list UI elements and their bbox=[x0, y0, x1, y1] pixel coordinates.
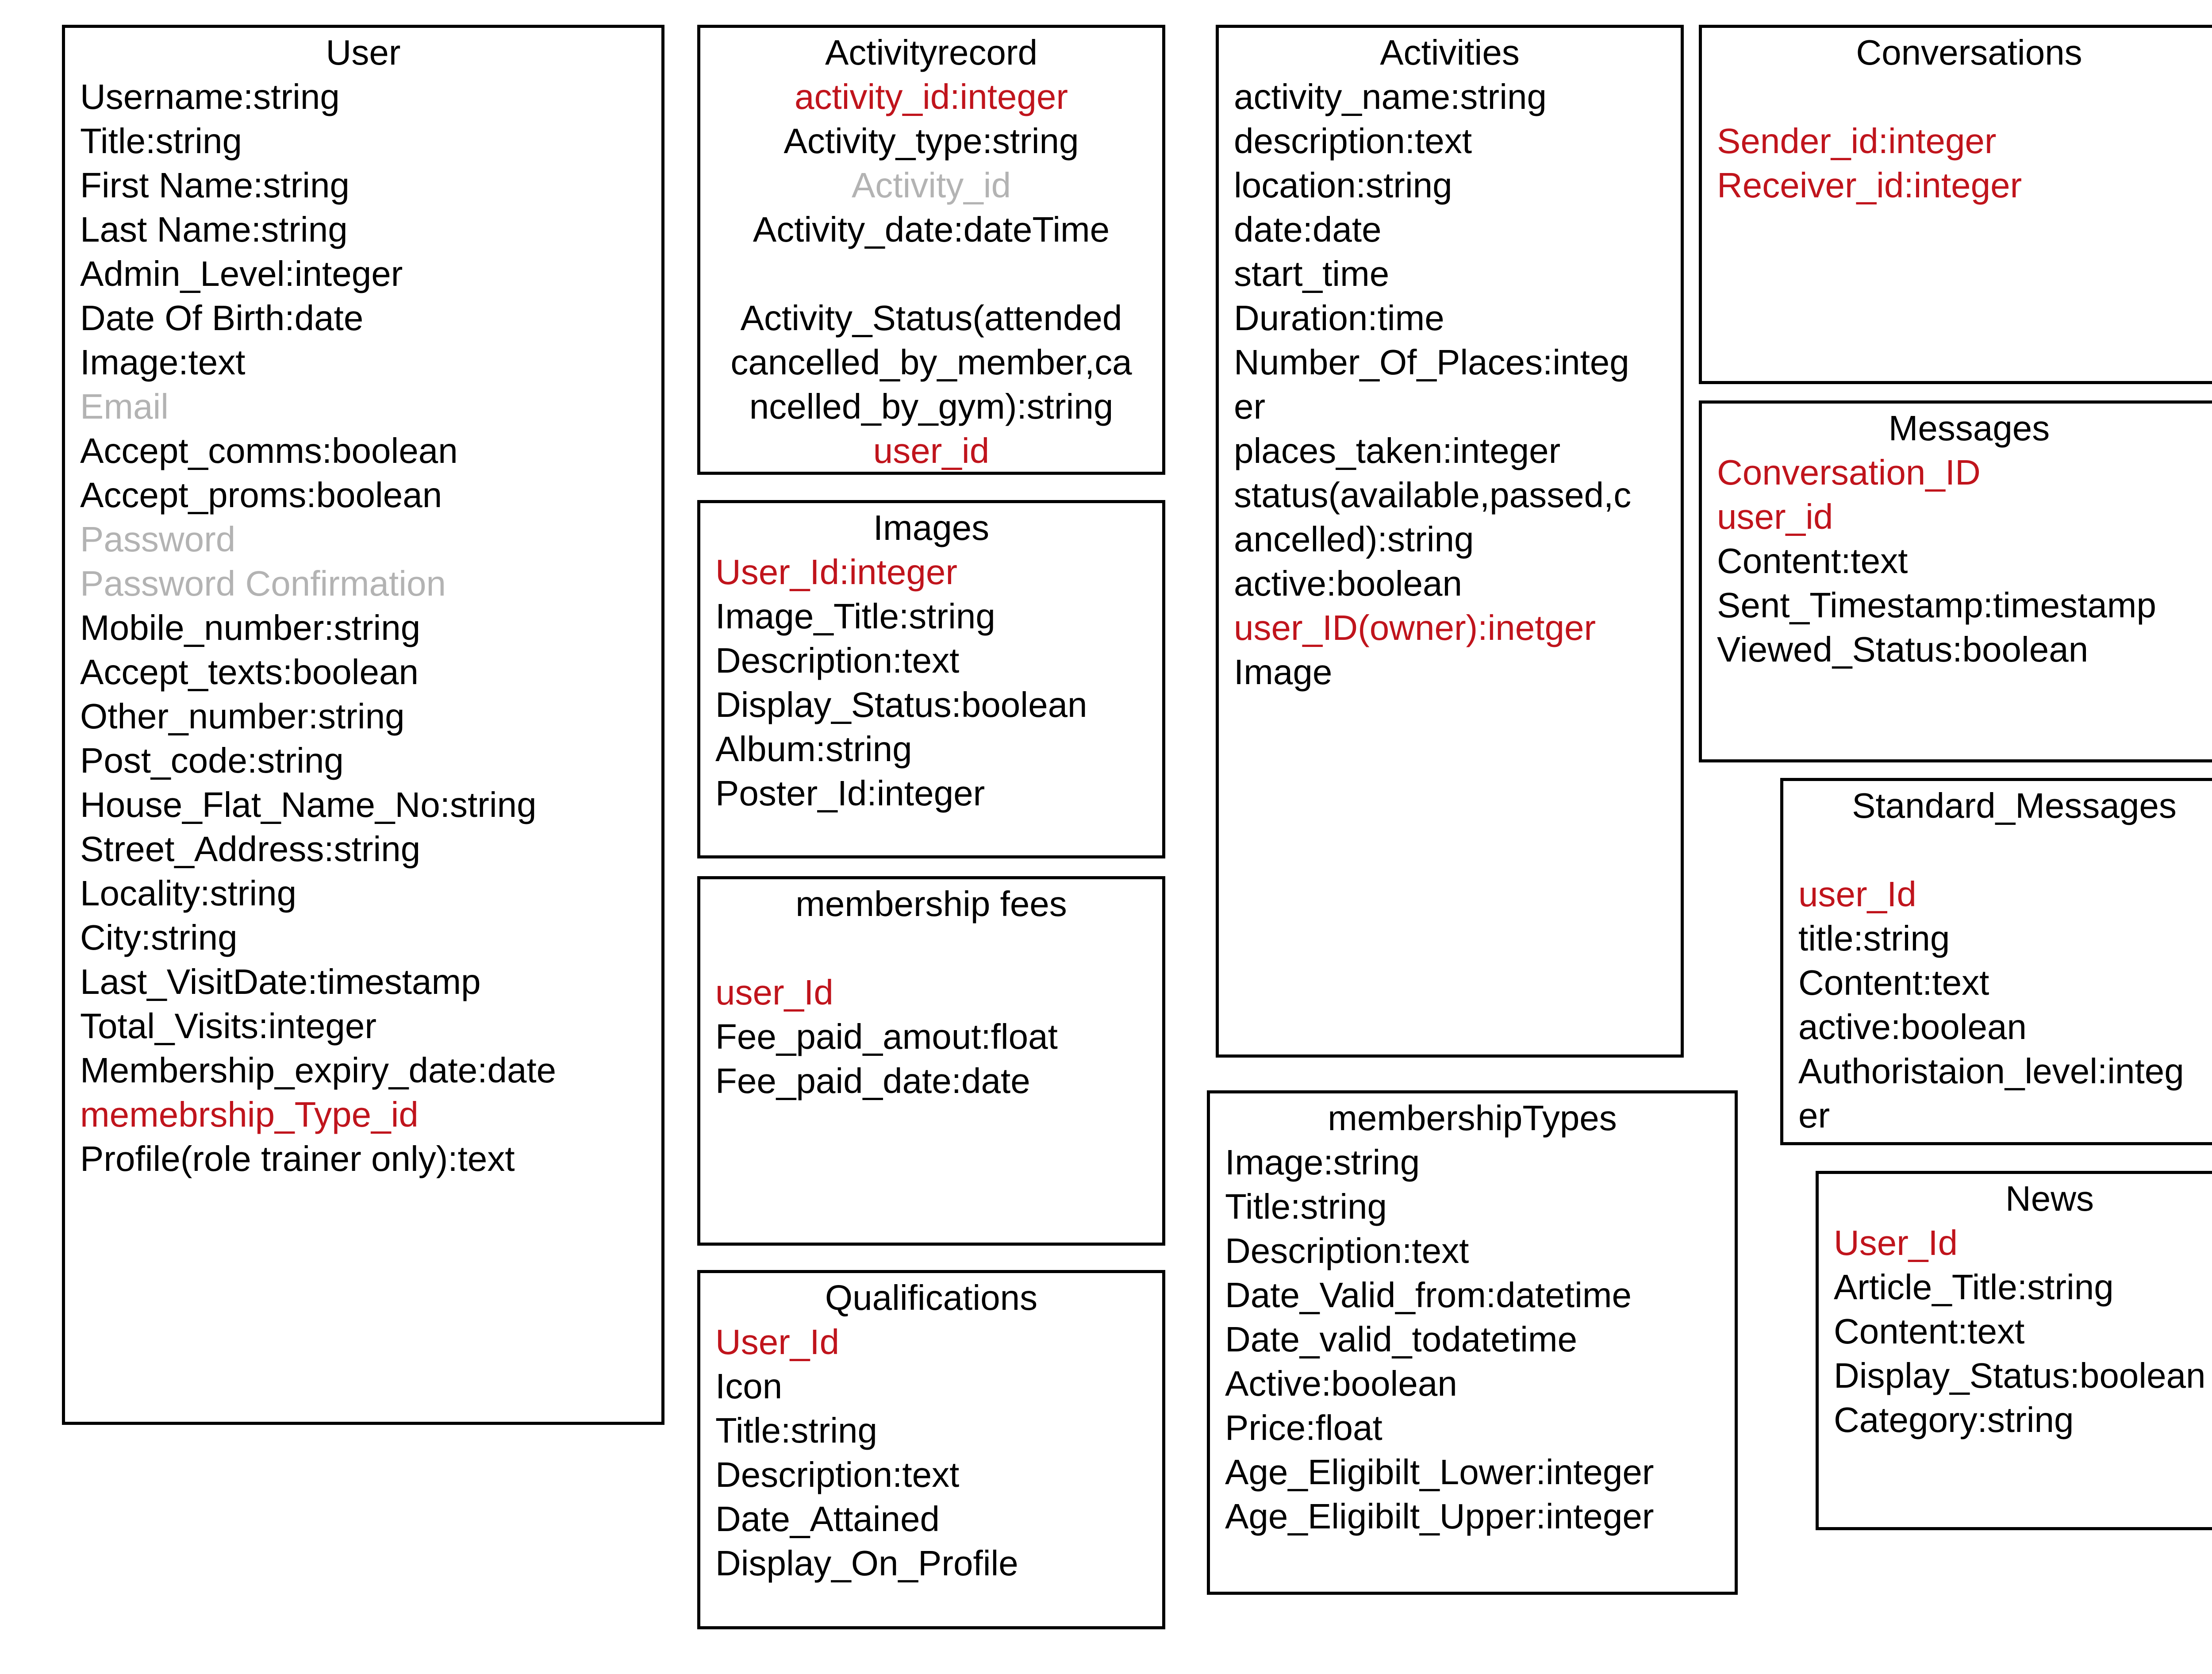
field: Icon bbox=[715, 1366, 783, 1406]
key-field: user_Id bbox=[1798, 874, 1916, 914]
field: Date_Attained bbox=[715, 1499, 940, 1539]
key-field: user_id bbox=[1717, 497, 1833, 536]
entity-fields bbox=[715, 75, 1147, 473]
entity-fields bbox=[80, 75, 646, 1181]
field: Fee_paid_date:date bbox=[715, 1061, 1030, 1101]
field: Locality:string bbox=[80, 874, 297, 913]
field: Title:string bbox=[715, 1411, 878, 1450]
field: Display_Status:boolean bbox=[715, 685, 1087, 724]
field: Admin_Level:integer bbox=[80, 254, 403, 293]
entity-membership-types bbox=[1207, 1090, 1738, 1595]
field: Last_VisitDate:timestamp bbox=[80, 962, 481, 1001]
entity-fields bbox=[1225, 1140, 1720, 1539]
field: Image:text bbox=[80, 342, 246, 382]
entity-title: Messages bbox=[1888, 408, 2050, 448]
field: Password bbox=[80, 520, 236, 559]
key-field: User_Id:integer bbox=[715, 552, 957, 592]
field: Article_Title:string bbox=[1834, 1267, 2114, 1307]
key-field: activity_id:integer bbox=[794, 77, 1068, 116]
field: Number_Of_Places:integ bbox=[1234, 342, 1629, 382]
field: Image:string bbox=[1225, 1143, 1420, 1182]
entity-fields bbox=[1798, 828, 2212, 1138]
field: Username:string bbox=[80, 77, 340, 116]
entity-activities bbox=[1216, 25, 1684, 1058]
field: Viewed_Status:boolean bbox=[1717, 630, 2089, 669]
field: Other_number:string bbox=[80, 697, 405, 736]
field: date:date bbox=[1234, 210, 1382, 249]
field: ncelled_by_gym):string bbox=[749, 387, 1114, 426]
field: Post_code:string bbox=[80, 741, 344, 780]
field: Image bbox=[1234, 652, 1333, 692]
field: Title:string bbox=[1225, 1187, 1387, 1226]
key-field: User_Id bbox=[715, 1322, 840, 1362]
key-field: user_id bbox=[873, 431, 990, 470]
field: Membership_expiry_date:date bbox=[80, 1051, 557, 1090]
field: Content:text bbox=[1717, 541, 1908, 581]
field: Album:string bbox=[715, 729, 912, 769]
field: Description:text bbox=[1225, 1231, 1469, 1270]
key-field: user_ID(owner):inetger bbox=[1234, 608, 1596, 647]
key-field: memebrship_Type_id bbox=[80, 1095, 419, 1134]
field: title:string bbox=[1798, 919, 1950, 958]
entity-title: membership fees bbox=[795, 884, 1067, 924]
field: First Name:string bbox=[80, 165, 349, 205]
field: description:text bbox=[1234, 121, 1472, 161]
field-spacer bbox=[715, 252, 1147, 296]
entity-title: Qualifications bbox=[825, 1278, 1038, 1317]
field: Activity_Status(attended bbox=[740, 298, 1122, 338]
field: ancelled):string bbox=[1234, 520, 1474, 559]
key-field: Sender_id:integer bbox=[1717, 121, 1997, 161]
entity-user bbox=[62, 25, 664, 1425]
key-field: User_Id bbox=[1834, 1223, 1958, 1262]
field-spacer bbox=[715, 926, 1147, 970]
entity-fields bbox=[1234, 75, 1666, 694]
field: Accept_texts:boolean bbox=[80, 652, 419, 692]
field-spacer bbox=[1798, 828, 2212, 872]
field: places_taken:integer bbox=[1234, 431, 1561, 470]
field: Last Name:string bbox=[80, 210, 348, 249]
field: House_Flat_Name_No:string bbox=[80, 785, 537, 824]
entity-fields bbox=[1717, 450, 2212, 672]
field: Age_Eligibilt_Upper:integer bbox=[1225, 1497, 1654, 1536]
key-field: Receiver_id:integer bbox=[1717, 165, 2022, 205]
field: Street_Address:string bbox=[80, 829, 421, 869]
field: Date_Valid_from:datetime bbox=[1225, 1275, 1632, 1315]
field: Total_Visits:integer bbox=[80, 1006, 376, 1046]
field: location:string bbox=[1234, 165, 1452, 205]
field: Activity_type:string bbox=[783, 121, 1079, 161]
key-field: Conversation_ID bbox=[1717, 453, 1981, 492]
field: er bbox=[1234, 387, 1266, 426]
field: Title:string bbox=[80, 121, 242, 161]
entity-conversations bbox=[1699, 25, 2212, 384]
field: Description:text bbox=[715, 641, 960, 680]
entity-title: Conversations bbox=[1856, 33, 2082, 72]
entity-qualifications bbox=[697, 1270, 1165, 1629]
field: Activity_id bbox=[851, 165, 1011, 205]
field: Poster_Id:integer bbox=[715, 774, 985, 813]
entity-news bbox=[1816, 1171, 2212, 1530]
field: Content:text bbox=[1834, 1312, 2025, 1351]
field: Category:string bbox=[1834, 1400, 2074, 1439]
field: active:boolean bbox=[1798, 1007, 2027, 1047]
entity-title: Activities bbox=[1380, 33, 1520, 72]
field: Image_Title:string bbox=[715, 596, 995, 636]
entity-fields bbox=[1717, 75, 2212, 208]
field: Active:boolean bbox=[1225, 1364, 1457, 1403]
field: Date_valid_todatetime bbox=[1225, 1320, 1578, 1359]
entity-title: News bbox=[2005, 1179, 2094, 1218]
field: status(available,passed,c bbox=[1234, 475, 1632, 515]
field: Display_Status:boolean bbox=[1834, 1356, 2206, 1395]
field: Price:float bbox=[1225, 1408, 1382, 1447]
field: Sent_Timestamp:timestamp bbox=[1717, 585, 2156, 625]
field: Mobile_number:string bbox=[80, 608, 421, 647]
field: Activity_date:dateTime bbox=[753, 210, 1110, 249]
field: Accept_comms:boolean bbox=[80, 431, 458, 470]
field: cancelled_by_member,ca bbox=[730, 342, 1132, 382]
key-field: user_Id bbox=[715, 973, 833, 1012]
entity-title: membershipTypes bbox=[1328, 1098, 1617, 1138]
entity-fields bbox=[715, 926, 1147, 1103]
field: Profile(role trainer only):text bbox=[80, 1139, 515, 1178]
field: Fee_paid_amout:float bbox=[715, 1017, 1058, 1056]
entity-title: Activityrecord bbox=[825, 33, 1038, 72]
entity-title: Standard_Messages bbox=[1852, 786, 2177, 825]
entity-standard-messages bbox=[1780, 778, 2212, 1145]
field: City:string bbox=[80, 918, 238, 957]
field: active:boolean bbox=[1234, 564, 1462, 603]
field: Accept_proms:boolean bbox=[80, 475, 442, 515]
entity-images bbox=[697, 500, 1165, 858]
field-spacer bbox=[1717, 75, 2212, 119]
field: activity_name:string bbox=[1234, 77, 1547, 116]
entity-title: User bbox=[326, 33, 401, 72]
field: er bbox=[1798, 1096, 1830, 1135]
field: Duration:time bbox=[1234, 298, 1444, 338]
entity-activityrecord bbox=[697, 25, 1165, 475]
entity-fields bbox=[715, 550, 1147, 816]
field: Age_Eligibilt_Lower:integer bbox=[1225, 1452, 1654, 1492]
entity-fields bbox=[1834, 1221, 2212, 1442]
entity-fields bbox=[715, 1320, 1147, 1585]
entity-messages bbox=[1699, 400, 2212, 762]
field: start_time bbox=[1234, 254, 1390, 293]
field: Authoristaion_level:integ bbox=[1798, 1051, 2184, 1091]
field: Display_On_Profile bbox=[715, 1543, 1018, 1583]
field: Password Confirmation bbox=[80, 564, 446, 603]
field: Content:text bbox=[1798, 963, 1989, 1002]
field: Description:text bbox=[715, 1455, 960, 1494]
entity-title: Images bbox=[873, 508, 990, 547]
field: Email bbox=[80, 387, 169, 426]
field: Date Of Birth:date bbox=[80, 298, 364, 338]
entity-membership-fees bbox=[697, 876, 1165, 1246]
